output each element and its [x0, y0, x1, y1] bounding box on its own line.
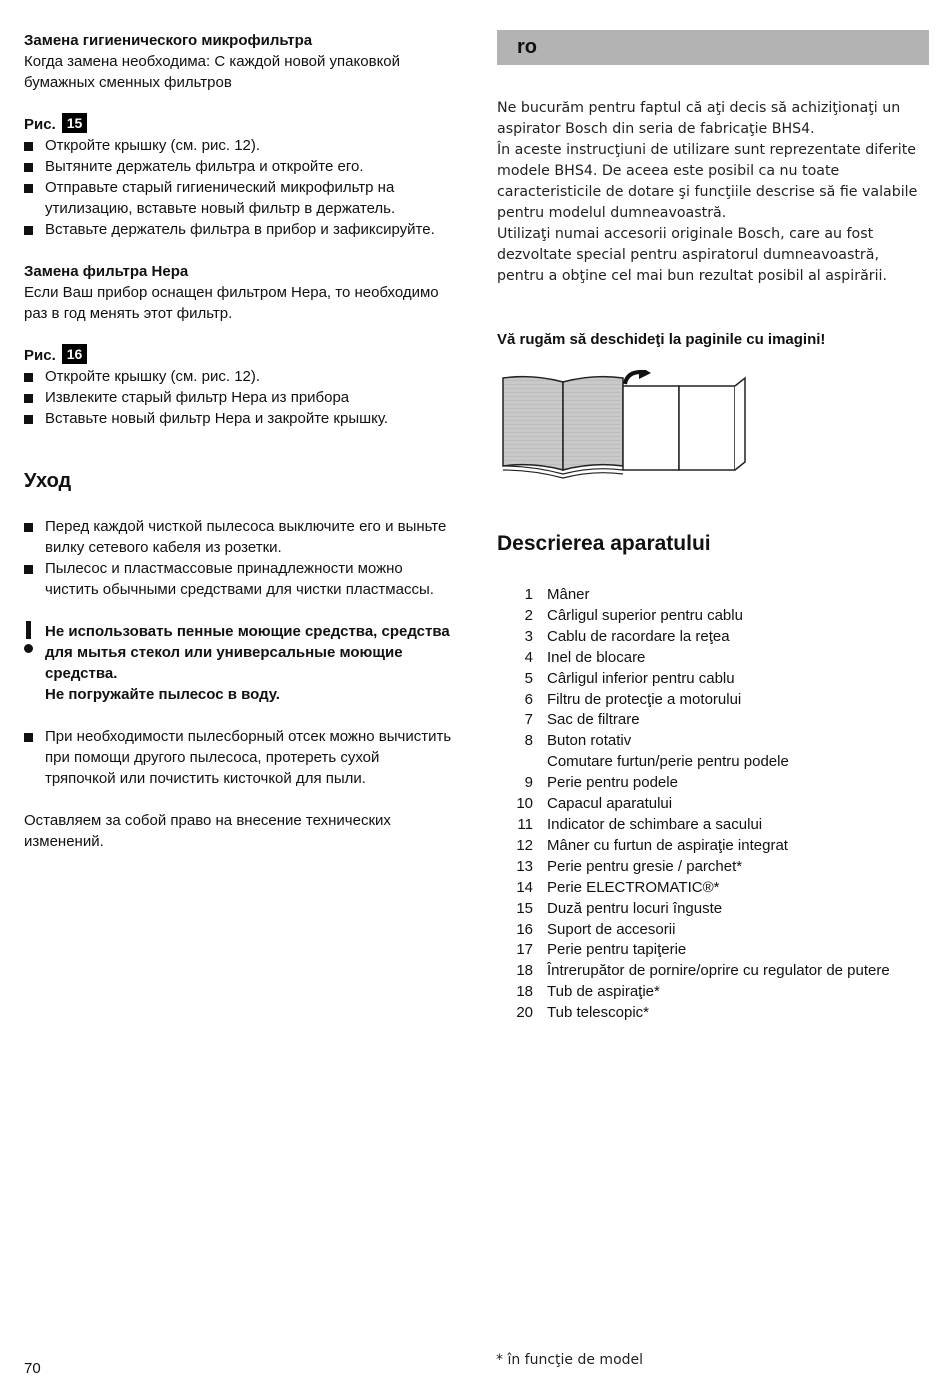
technical-changes-note: Оставляем за собой право на внесение технических изменений. — [24, 812, 391, 850]
figure-number-badge: 16 — [62, 344, 88, 364]
part-row — [497, 710, 929, 731]
part-label: Perie ELECTROMATIC®* — [547, 878, 720, 896]
left-column — [24, 30, 454, 852]
part-row — [497, 899, 929, 920]
part-label: Filtru de protecţie a motorului — [547, 690, 742, 708]
hepa-text: Если Ваш прибор оснащен фильтром Hepa, то необходимо раз в год менять этот фильтр. — [24, 284, 439, 322]
part-number: 1 — [524, 586, 533, 603]
microfilter-heading: Замена гигиенического микрофильтра — [24, 32, 313, 49]
bullet-square-icon — [24, 226, 33, 235]
part-row — [497, 773, 929, 794]
part-number: 12 — [516, 836, 533, 854]
figure-label: Рис. — [24, 347, 56, 364]
part-number: 14 — [516, 878, 533, 896]
language-header-bar: ro — [497, 30, 929, 65]
part-number: 8 — [524, 732, 533, 750]
part-number: 18 — [516, 962, 533, 980]
microfilter-text: Когда замена необходима: С каждой новой упаковкой бумажных сменных фильтров — [24, 53, 401, 91]
part-number: 4 — [524, 648, 533, 666]
part-number: 3 — [524, 627, 533, 645]
description-heading: Descrierea aparatului — [497, 532, 711, 555]
care-list-2 — [24, 726, 454, 789]
part-number: 17 — [516, 941, 533, 959]
part-label: Perie pentru gresie / parchet* — [547, 857, 743, 875]
parts-list — [497, 585, 929, 1024]
part-label: Cablu de racordare la reţea — [547, 627, 730, 645]
bullet-square-icon — [24, 142, 33, 151]
part-number: 20 — [516, 1004, 533, 1022]
footnote: * în funcţie de model — [496, 1352, 644, 1368]
microfilter-steps — [24, 135, 454, 240]
bullet-square-icon — [24, 184, 33, 193]
list-item: Вытяните держатель фильтра и откройте его. — [24, 156, 454, 177]
list-item: Вставьте новый фильтр Hepa и закройте крышку. — [24, 408, 454, 429]
part-label: Tub telescopic* — [547, 1004, 649, 1022]
part-label: Sac de filtrare — [547, 711, 640, 729]
part-number: 9 — [524, 774, 533, 792]
part-number: 6 — [524, 690, 533, 708]
part-label: Perie pentru podele — [547, 774, 678, 792]
part-label: Perie pentru tapiţerie — [547, 941, 687, 959]
part-number: 10 — [516, 795, 533, 813]
part-row — [497, 857, 929, 878]
list-item: Пылесос и пластмассовые принадлежности можно чистить обычными средствами для чистки пластмассы. — [24, 558, 454, 600]
right-column — [497, 30, 929, 1024]
part-label: Inel de blocare — [547, 648, 646, 666]
part-label: Duză pentru locuri înguste — [547, 899, 723, 917]
figure-label: Рис. — [24, 116, 56, 133]
part-label: Capacul aparatului — [547, 795, 673, 813]
part-row — [497, 585, 929, 606]
part-row — [497, 627, 929, 648]
bullet-square-icon — [24, 565, 33, 574]
intro-text — [497, 98, 929, 287]
open-pages-note: Vă rugăm să deschideţi la paginile cu imagini! — [497, 331, 826, 348]
part-label: Întrerupător de pornire/oprire cu regulator de putere — [547, 962, 890, 980]
part-row — [497, 982, 929, 1003]
warning-block — [24, 621, 454, 705]
part-number: 11 — [517, 815, 533, 833]
part-number: 13 — [516, 857, 533, 875]
bullet-square-icon — [24, 394, 33, 403]
part-row — [497, 648, 929, 669]
hepa-heading: Замена фильтра Hepa — [24, 263, 189, 280]
part-label: Mâner — [547, 586, 590, 603]
figure-ref-15 — [24, 113, 454, 135]
warning-text-2: Не погружайте пылесос в воду. — [45, 686, 280, 703]
hepa-steps — [24, 366, 454, 429]
care-list — [24, 516, 454, 600]
part-label: Mâner cu furtun de aspiraţie integrat — [547, 836, 788, 854]
part-number: 15 — [516, 899, 533, 917]
list-item: Отправьте старый гигиенический микрофильтр на утилизацию, вставьте новый фильтр в держатель. — [24, 177, 454, 219]
part-row — [497, 731, 929, 752]
list-item: Извлеките старый фильтр Hepa из прибора — [24, 387, 454, 408]
part-row — [497, 669, 929, 690]
part-label: Suport de accesorii — [547, 920, 676, 938]
list-item: При необходимости пылесборный отсек можно вычистить при помощи другого пылесоса, протереть сухой тряпочкой или почистить кисточкой для пыли. — [24, 726, 454, 789]
part-number: 2 — [524, 606, 533, 624]
part-label: Tub de aspiraţie* — [547, 983, 660, 1001]
bullet-square-icon — [24, 523, 33, 532]
part-row — [497, 606, 929, 627]
list-item: Откройте крышку (см. рис. 12). — [24, 135, 454, 156]
warning-text-1: Не использовать пенные моющие средства, средства для мытья стекол или универсальные моющие средства. — [45, 623, 450, 682]
part-number — [497, 752, 547, 773]
bullet-square-icon — [24, 163, 33, 172]
figure-ref-16 — [24, 344, 454, 366]
care-heading: Уход — [24, 470, 72, 492]
intro-paragraph-2: În aceste instrucţiuni de utilizare sunt reprezentate diferite modele BHS4. De aceea este posibil ca nu toate caracteristicile de dotare şi funcţiile descrise să fie valabile pentru modelul dumneavoastră. — [497, 142, 918, 221]
part-row — [497, 752, 929, 773]
part-row — [497, 690, 929, 711]
page-number: 70 — [24, 1360, 41, 1377]
exclamation-warning-icon — [24, 621, 34, 653]
bullet-square-icon — [24, 373, 33, 382]
part-number: 7 — [524, 711, 533, 729]
part-row — [497, 940, 929, 961]
figure-number-badge: 15 — [62, 113, 88, 133]
foldout-pages-illustration — [499, 370, 759, 480]
list-item: Вставьте держатель фильтра в прибор и зафиксируйте. — [24, 219, 454, 240]
part-row — [497, 961, 929, 982]
part-row — [497, 920, 929, 941]
part-label: Cârligul inferior pentru cablu — [547, 669, 735, 687]
part-label: Cârligul superior pentru cablu — [547, 606, 743, 624]
part-number: 16 — [516, 920, 533, 938]
part-row — [497, 878, 929, 899]
part-number: 5 — [524, 669, 533, 687]
intro-paragraph-3: Utilizaţi numai accesorii originale Bosch, care au fost dezvoltate special pentru aspiratorul dumneavoastră, pentru a obţine cel mai bun rezultat posibil al aspirării. — [497, 226, 888, 284]
bullet-square-icon — [24, 415, 33, 424]
part-label: Comutare furtun/perie pentru podele — [547, 753, 789, 771]
intro-paragraph-1: Ne bucurăm pentru faptul că aţi decis să achiziţionaţi un aspirator Bosch din seria de fabricaţie BHS4. — [497, 100, 901, 137]
list-item: Откройте крышку (см. рис. 12). — [24, 366, 454, 387]
bullet-square-icon — [24, 733, 33, 742]
part-row — [497, 815, 929, 836]
part-number: 18 — [516, 983, 533, 1001]
part-row — [497, 794, 929, 815]
part-row — [497, 836, 929, 857]
part-label: Buton rotativ — [547, 732, 632, 750]
part-label: Indicator de schimbare a sacului — [547, 815, 763, 833]
list-item: Перед каждой чисткой пылесоса выключите его и выньте вилку сетевого кабеля из розетки. — [24, 516, 454, 558]
part-row — [497, 1003, 929, 1024]
